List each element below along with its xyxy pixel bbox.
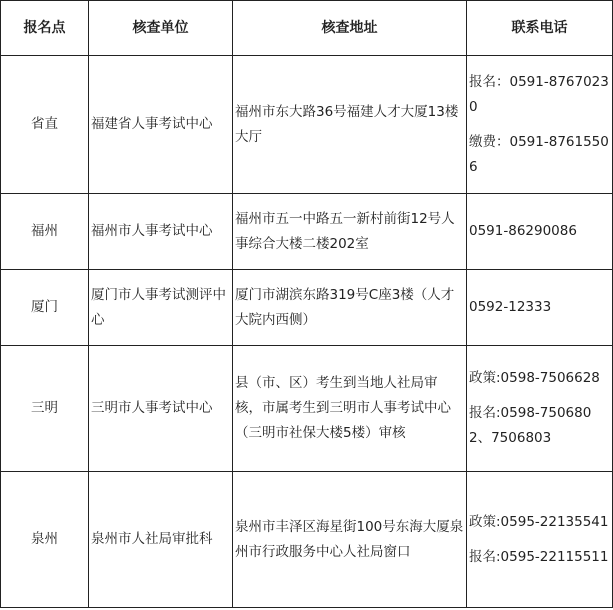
header-phone: 联系电话	[467, 1, 613, 56]
table-row	[1, 270, 613, 346]
site-cell: 福州	[1, 194, 89, 270]
unit-cell: 泉州市人社局审批科	[89, 472, 233, 608]
table-row	[1, 56, 613, 194]
address-cell: 泉州市丰泽区海星街100号东海大厦泉州市行政服务中心人社局窗口	[233, 472, 467, 608]
phone-line: 报名:0595-22115511	[469, 548, 609, 565]
address-cell: 厦门市湖滨东路319号C座3楼（人才大院内西侧）	[233, 270, 467, 346]
phone-cell	[467, 56, 613, 194]
unit-cell: 厦门市人事考试测评中心	[89, 270, 233, 346]
header-row	[1, 1, 613, 56]
address-cell: 县（市、区）考生到当地人社局审核，市属考生到三明市人事考试中心（三明市社保大楼5楼）审核	[233, 346, 467, 472]
phone-cell	[467, 472, 613, 608]
header-address: 核查地址	[233, 1, 467, 56]
phone-cell	[467, 270, 613, 346]
phone-line: 报名:0598-7506802、7506803	[469, 405, 592, 446]
phone-line: 缴费：0591-87615506	[469, 133, 609, 175]
header-site: 报名点	[1, 1, 89, 56]
header-unit: 核查单位	[89, 1, 233, 56]
phone-line: 政策:0595-22135541	[469, 513, 609, 530]
phone-line: 0591-86290086	[469, 223, 577, 239]
table-row	[1, 346, 613, 472]
phone-line: 政策:0598-7506628	[469, 370, 600, 386]
table-row	[1, 472, 613, 608]
unit-cell: 福建省人事考试中心	[89, 56, 233, 194]
site-cell: 泉州	[1, 472, 89, 608]
site-cell: 三明	[1, 346, 89, 472]
address-cell: 福州市东大路36号福建人才大厦13楼大厅	[233, 56, 467, 194]
address-cell: 福州市五一中路五一新村前街12号人事综合大楼二楼202室	[233, 194, 467, 270]
phone-cell	[467, 194, 613, 270]
phone-line: 报名：0591-87670230	[469, 73, 609, 115]
unit-cell: 福州市人事考试中心	[89, 194, 233, 270]
unit-cell: 三明市人事考试中心	[89, 346, 233, 472]
table-row	[1, 194, 613, 270]
site-cell: 厦门	[1, 270, 89, 346]
phone-cell	[467, 346, 613, 472]
site-cell: 省直	[1, 56, 89, 194]
phone-line: 0592-12333	[469, 299, 552, 315]
